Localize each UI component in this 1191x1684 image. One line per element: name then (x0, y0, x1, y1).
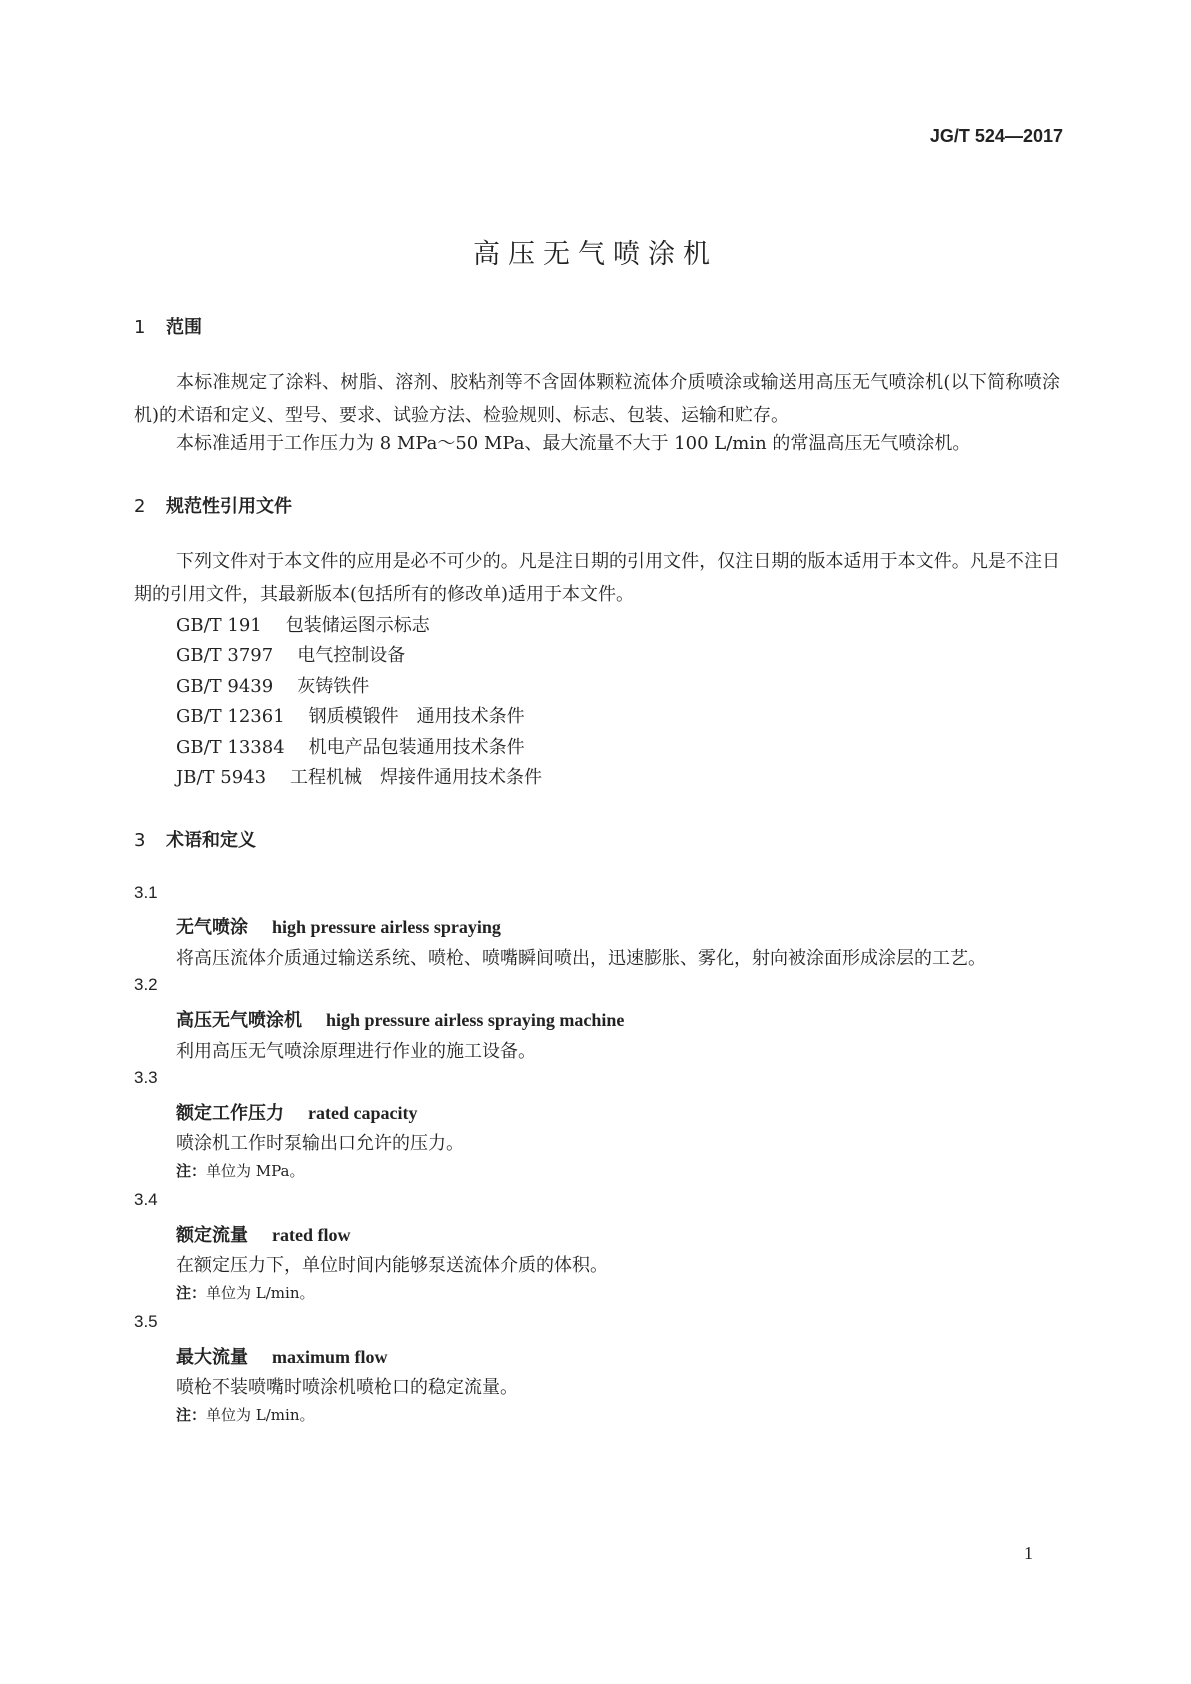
section-number: 3 (134, 830, 146, 851)
term-definition: 利用高压无气喷涂原理进行作业的施工设备。 (176, 1041, 536, 1062)
section-heading-scope (134, 313, 202, 339)
term-heading (176, 1343, 388, 1369)
reference-code: GB/T 3797 (176, 645, 274, 666)
reference-code: JB/T 5943 (176, 767, 267, 788)
term-note (176, 1404, 314, 1425)
reference-code: GB/T 191 (176, 615, 262, 636)
reference-title: 灰铸铁件 (297, 676, 370, 697)
term-definition: 在额定压力下，单位时间内能够泵送流体介质的体积。 (176, 1255, 608, 1276)
term-heading (176, 913, 501, 939)
reference-item (176, 763, 542, 789)
scope-paragraph-1: 本标准规定了涂料、树脂、溶剂、胶粘剂等不含固体颗粒流体介质喷涂或输送用高压无气喷涂机(以下简称喷涂机)的术语和定义、型号、要求、试验方法、检验规则、标志、包装、运输和贮存。 (134, 372, 1060, 426)
document-number: JG/T 524—2017 (929, 126, 1063, 146)
term-zh: 高压无气喷涂机 (176, 1010, 302, 1031)
term-number: 3.1 (134, 883, 158, 902)
term-definition: 喷涂机工作时泵输出口允许的压力。 (176, 1133, 464, 1154)
term-en: rated capacity (308, 1103, 418, 1123)
note-label: 注： (176, 1162, 207, 1180)
section-heading-normative-references (134, 492, 292, 518)
reference-code: GB/T 9439 (176, 676, 274, 697)
reference-item (176, 672, 369, 698)
term-heading (176, 1221, 350, 1247)
document-title: 高压无气喷涂机 (473, 239, 718, 270)
term-en: high pressure airless spraying machine (326, 1010, 625, 1030)
note-text: 单位为 MPa。 (206, 1162, 305, 1180)
term-en: high pressure airless spraying (272, 917, 501, 937)
reference-title: 机电产品包装通用技术条件 (308, 737, 525, 758)
section-number: 1 (134, 317, 146, 338)
references-paragraph: 下列文件对于本文件的应用是必不可少的。凡是注日期的引用文件，仅注日期的版本适用于本文件。凡是不注日期的引用文件，其最新版本(包括所有的修改单)适用于本文件。 (134, 551, 1060, 605)
term-definition: 将高压流体介质通过输送系统、喷枪、喷嘴瞬间喷出，迅速膨胀、雾化，射向被涂面形成涂层的工艺。 (176, 948, 986, 969)
reference-item (176, 733, 525, 759)
term-en: maximum flow (272, 1347, 388, 1367)
term-en: rated flow (272, 1225, 351, 1245)
term-number: 3.2 (134, 975, 158, 994)
term-zh: 额定工作压力 (176, 1103, 284, 1124)
reference-code: GB/T 12361 (176, 706, 285, 727)
section-title: 规范性引用文件 (166, 496, 292, 517)
reference-title: 电气控制设备 (297, 645, 406, 666)
reference-item (176, 702, 525, 728)
term-zh: 无气喷涂 (176, 917, 248, 938)
section-number: 2 (134, 496, 146, 517)
reference-title: 钢质模锻件 通用技术条件 (308, 706, 525, 727)
section-heading-terms-definitions (134, 826, 256, 852)
reference-title: 包装储运图示标志 (285, 615, 430, 636)
note-label: 注： (176, 1406, 207, 1424)
reference-item (176, 611, 430, 637)
page-number: 1 (1024, 1543, 1033, 1563)
section-title: 术语和定义 (166, 830, 256, 851)
term-definition: 喷枪不装喷嘴时喷涂机喷枪口的稳定流量。 (176, 1377, 518, 1398)
section-title: 范围 (166, 317, 202, 338)
note-label: 注： (176, 1284, 207, 1302)
reference-code: GB/T 13384 (176, 737, 285, 758)
note-text: 单位为 L/min。 (206, 1406, 315, 1424)
reference-item (176, 641, 405, 667)
term-number: 3.3 (134, 1068, 158, 1087)
term-number: 3.4 (134, 1190, 158, 1209)
term-zh: 额定流量 (176, 1225, 248, 1246)
term-note (176, 1282, 314, 1303)
term-heading (176, 1099, 417, 1125)
term-number: 3.5 (134, 1312, 158, 1331)
term-heading (176, 1006, 624, 1032)
reference-title: 工程机械 焊接件通用技术条件 (290, 767, 543, 788)
scope-paragraph-2: 本标准适用于工作压力为 8 MPa～50 MPa、最大流量不大于 100 L/min 的常温高压无气喷涂机。 (176, 433, 971, 454)
term-note (176, 1160, 305, 1181)
note-text: 单位为 L/min。 (206, 1284, 315, 1302)
term-zh: 最大流量 (176, 1347, 248, 1368)
